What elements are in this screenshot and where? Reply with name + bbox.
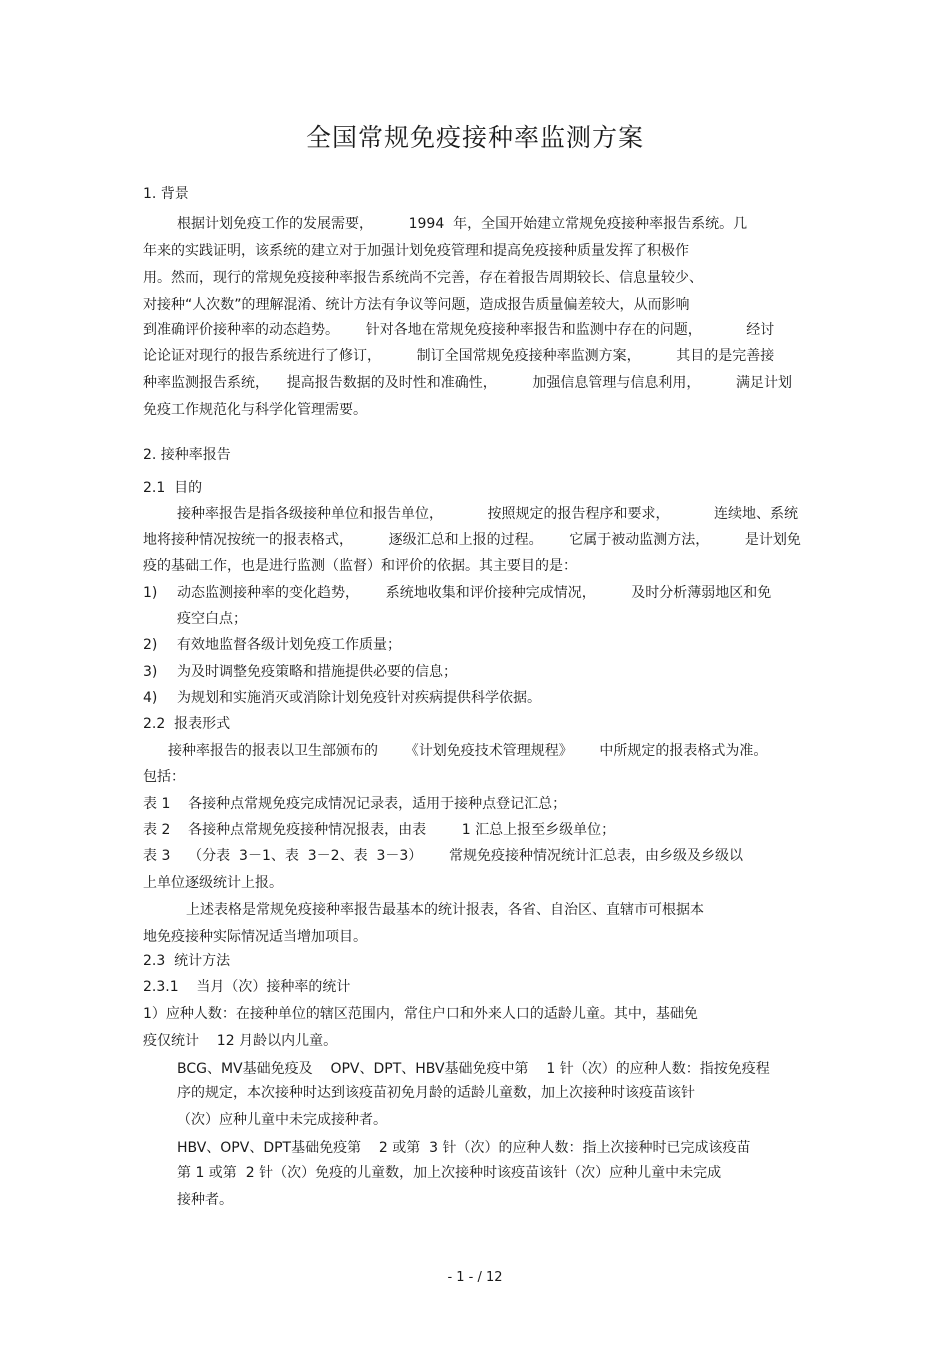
document-title: 全国常规免疫接种率监测方案	[305, 123, 644, 152]
list-item: 有效地监督各级计划免疫工作质量；	[177, 637, 401, 653]
subsubsection-heading: 2.3.1 当月（次）接种率的统计	[143, 979, 351, 995]
paragraph-line: （次）应种儿童中未完成接种者。	[177, 1112, 387, 1128]
list-item: 为规划和实施消灭或消除计划免疫针对疾病提供科学依据。	[177, 690, 541, 706]
paragraph-line: 疫仅统计 12 月龄以内儿童。	[143, 1033, 338, 1049]
paragraph-line: 对接种“人次数”的理解混淆、统计方法有争议等问题，造成报告质量偏差较大，从而影响	[143, 297, 690, 313]
paragraph-line: 种率监测报告系统， 提高报告数据的及时性和准确性， 加强信息管理与信息利用， 满足计划	[143, 375, 793, 391]
paragraph-line: 1）应种人数：在接种单位的辖区范围内，常住户口和外来人口的适龄儿童。其中，基础免	[143, 1006, 698, 1022]
list-number: 2)	[143, 637, 158, 653]
paragraph-line: 上单位逐级统计上报。	[143, 875, 283, 891]
paragraph-line: 接种率报告的报表以卫生部颁布的 《计划免疫技术管理规程》 中所规定的报表格式为准。	[168, 743, 768, 759]
list-item: 动态监测接种率的变化趋势， 系统地收集和评价接种完成情况， 及时分析薄弱地区和免	[177, 585, 772, 601]
paragraph-line: 第 1 或第 2 针（次）免疫的儿童数，加上次接种时该疫苗该针（次）应种儿童中未完成	[177, 1165, 722, 1181]
subsection-heading-purpose: 2.1 目的	[143, 480, 203, 496]
section-heading-report: 2. 接种率报告	[143, 447, 231, 463]
paragraph-line: 上述表格是常规免疫接种率报告最基本的统计报表，各省、自治区、直辖市可根据本	[186, 902, 704, 918]
table-description: 表 1 各接种点常规免疫完成情况记录表，适用于接种点登记汇总；	[143, 796, 567, 812]
paragraph-line: 根据计划免疫工作的发展需要， 1994 年，全国开始建立常规免疫接种率报告系统。几	[177, 216, 748, 232]
list-item: 为及时调整免疫策略和措施提供必要的信息；	[177, 664, 457, 680]
paragraph-line: 包括：	[143, 769, 185, 785]
subsection-heading-method: 2.3 统计方法	[143, 953, 231, 969]
list-number: 1)	[143, 585, 158, 601]
paragraph-line: 疫的基础工作，也是进行监测（监督）和评价的依据。其主要目的是：	[143, 558, 577, 574]
paragraph-line: BCG、MV基础免疫及 OPV、DPT、HBV基础免疫中第 1 针（次）的应种人数：指按免疫程	[177, 1061, 770, 1077]
paragraph-line: 序的规定，本次接种时达到该疫苗初免月龄的适龄儿童数，加上次接种时该疫苗该针	[177, 1085, 695, 1101]
paragraph-line: 用。然而，现行的常规免疫接种率报告系统尚不完善，存在着报告周期较长、信息量较少、	[143, 270, 703, 286]
list-item-continued: 疫空白点；	[177, 611, 247, 627]
paragraph-line: 地将接种情况按统一的报表格式， 逐级汇总和上报的过程。 它属于被动监测方法， 是计划免	[143, 532, 801, 548]
list-number: 4)	[143, 690, 158, 706]
paragraph-line: 年来的实践证明，该系统的建立对于加强计划免疫管理和提高免疫接种质量发挥了积极作	[143, 243, 689, 259]
list-number: 3)	[143, 664, 158, 680]
paragraph-line: HBV、OPV、DPT基础免疫第 2 或第 3 针（次）的应种人数：指上次接种时已完成该疫苗	[177, 1140, 751, 1156]
paragraph-line: 论论证对现行的报告系统进行了修订， 制订全国常规免疫接种率监测方案， 其目的是完善接	[143, 348, 775, 364]
table-description: 表 3 （分表 3－1、表 3－2、表 3－3） 常规免疫接种情况统计汇总表，由乡级及乡级以	[143, 848, 744, 864]
paragraph-line: 地免疫接种实际情况适当增加项目。	[143, 929, 367, 945]
subsection-heading-form: 2.2 报表形式	[143, 716, 231, 732]
paragraph-line: 免疫工作规范化与科学化管理需要。	[143, 402, 367, 418]
paragraph-line: 接种率报告是指各级接种单位和报告单位， 按照规定的报告程序和要求， 连续地、系统	[177, 506, 799, 522]
table-description: 表 2 各接种点常规免疫接种情况报表，由表 1 汇总上报至乡级单位；	[143, 822, 616, 838]
section-heading-background: 1. 背景	[143, 186, 189, 202]
paragraph-line: 接种者。	[177, 1192, 233, 1208]
paragraph-line: 到准确评价接种率的动态趋势。 针对各地在常规免疫接种率报告和监测中存在的问题， 经讨	[143, 322, 775, 338]
page-number: - 1 - / 12	[447, 1270, 503, 1285]
